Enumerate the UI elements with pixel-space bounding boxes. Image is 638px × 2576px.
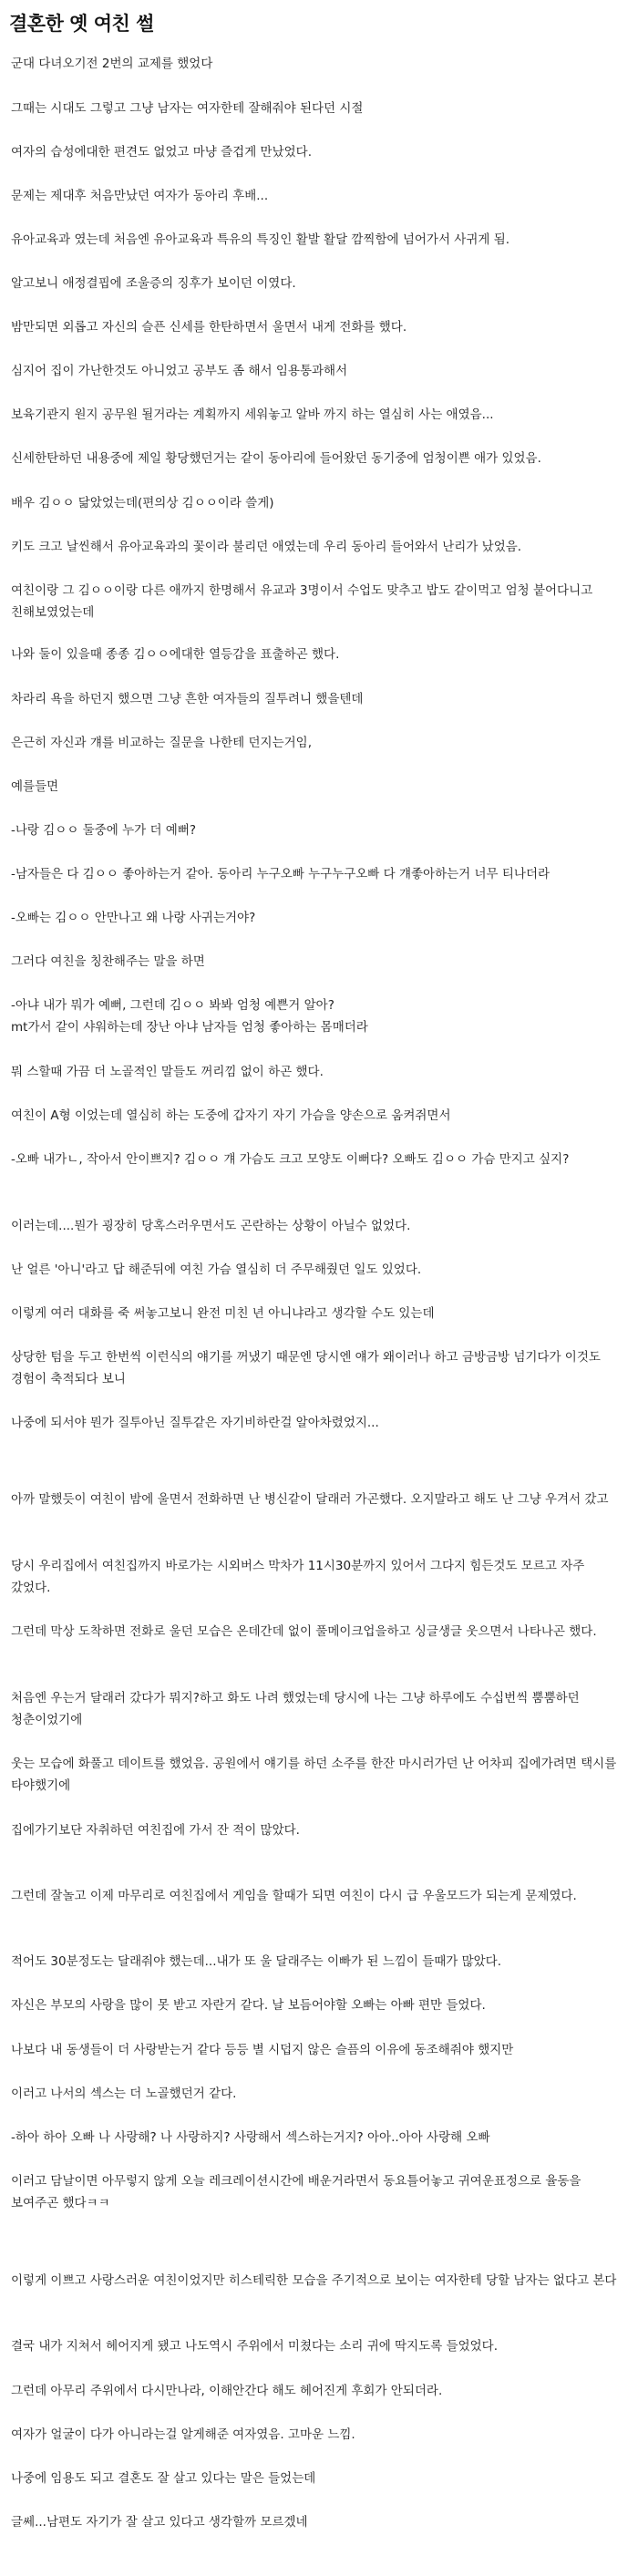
paragraph: 그런데 잘놀고 이제 마무리로 여친집에서 게임을 할때가 되면 여친이 다시 급 우울모드가 되는게 문제였다. (11, 1889, 577, 1903)
paragraph: 이렇게 이쁘고 사랑스러운 여친이었지만 히스테릭한 모습을 주기적으로 보이는 여자한테 당할 남자는 없다고 본다 (11, 2273, 617, 2288)
paragraph: 신세한탄하던 내용중에 제일 황당했던거는 같이 동아리에 들어왔던 동기중에 엄청이쁜 애가 있었음. (11, 451, 541, 466)
paragraph: 심지어 집이 가난한것도 아니었고 공부도 좀 해서 임용통과해서 (11, 364, 348, 378)
paragraph: 그런데 아무리 주위에서 다시만나라, 이해안간다 해도 헤어진게 후회가 안되더라. (11, 2384, 443, 2398)
paragraph: 은근히 자신과 걔를 비교하는 질문을 나한테 던지는거임, (11, 736, 312, 750)
paragraph: 이러고 나서의 섹스는 더 노골했던거 같다. (11, 2087, 237, 2101)
paragraph: -오빠는 김ㅇㅇ 안만나고 왜 나랑 사귀는거야? (11, 911, 256, 925)
paragraph: 적어도 30분정도는 달래줘야 했는데...내가 또 울 달래주는 이빠가 된 느낌이 들때가 많았다. (11, 1954, 501, 1969)
paragraph: 난 얼른 '아니'라고 답 해준뒤에 여친 가슴 열심히 더 주무해줬던 일도 있었다. (11, 1262, 422, 1277)
paragraph: 유아교육과 였는데 처음엔 유아교육과 특유의 특징인 활발 활달 깜찍함에 넘어가서 사귀게 됨. (11, 232, 510, 247)
paragraph: 집에가기보단 자취하던 여친집에 가서 잔 적이 많았다. (11, 1823, 300, 1838)
paragraph: 그때는 시대도 그렇고 그냥 남자는 여자한테 잘해줘야 된다던 시절 (11, 101, 364, 116)
paragraph: 나중에 임용도 되고 결혼도 잘 살고 있다는 말은 들었는데 (11, 2471, 316, 2486)
paragraph: 글쎄...남편도 자기가 잘 살고 있다고 생각할까 모르겠네 (11, 2515, 308, 2530)
paragraph: -하아 하아 오빠 나 사랑해? 나 사랑하지? 사랑해서 섹스하는거지? 아아..아아 사랑해 오빠 (11, 2130, 490, 2145)
paragraph: 결국 내가 지쳐서 헤어지게 됐고 나도역시 주위에서 미쳤다는 소리 귀에 딱지도록 들었었다. (11, 2339, 499, 2354)
paragraph: 나와 둘이 있을때 종종 김ㅇㅇ에대한 열등감을 표출하곤 했다. (11, 647, 340, 662)
paragraph: 웃는 모습에 화풀고 데이트를 했었음. 공원에서 얘기를 하던 소주를 한잔 마시러가던 난 어차피 집에가려면 택시를 타야했기에 (11, 1757, 617, 1793)
paragraph: 여자가 얼굴이 다가 아니라는걸 알게해준 여자였음. 고마운 느낌. (11, 2427, 355, 2442)
post-title: 결혼한 옛 여친 썰 (9, 13, 154, 35)
paragraph: -오빠 내가ㄴ, 작아서 안이쁘지? 김ㅇㅇ 걔 가슴도 크고 모양도 이뻐다? 오빠도 김ㅇㅇ 가슴 만지고 싶지? (11, 1152, 570, 1167)
paragraph: 나보다 내 동생들이 더 사랑받는거 같다 등등 별 시덥지 않은 슬픔의 이유에 동조해줘야 했지만 (11, 2043, 514, 2057)
paragraph: 알고보니 애정결핍에 조울증의 징후가 보이던 이였다. (11, 276, 296, 291)
paragraph: 여자의 습성에대한 편견도 없었고 마냥 즐겁게 만났었다. (11, 145, 312, 160)
paragraph: -나랑 김ㅇㅇ 둘중에 누가 더 예뻐? (11, 823, 197, 838)
paragraph: 나중에 되서야 뭔가 질투아닌 질투같은 자기비하란걸 알아차렸었지... (11, 1416, 379, 1430)
paragraph: 밤만되면 외롭고 자신의 슬픈 신세를 한탄하면서 울면서 내게 전화를 했다. (11, 320, 407, 335)
paragraph: 차라리 욕을 하던지 했으면 그냥 흔한 여자들의 질투려니 했을텐데 (11, 692, 364, 706)
paragraph: 여친이 A형 이었는데 열심히 하는 도중에 갑자기 자기 가슴을 양손으로 움켜쥐면서 (11, 1108, 451, 1123)
paragraph: 이렇게 여러 대화를 죽 써놓고보니 완전 미친 년 아니냐라고 생각할 수도 있는데 (11, 1306, 435, 1321)
paragraph: 자신은 부모의 사랑을 많이 못 받고 자란거 같다. 날 보듬어야할 오빠는 아빠 편만 들었다. (11, 1998, 486, 2013)
paragraph: 문제는 제대후 처음만났던 여자가 동아리 후배... (11, 189, 269, 203)
paragraph: 그러다 여친을 칭찬해주는 말을 하면 (11, 954, 205, 969)
paragraph: 뭐 스할때 가끔 더 노골적인 말들도 꺼리낌 없이 하곤 했다. (11, 1065, 324, 1079)
paragraph: 여친이랑 그 김ㅇㅇ이랑 다른 애까지 한명해서 유교과 3명이서 수업도 맞추고 밥도 같이먹고 엄청 붙어다니고 친해보였었는데 (11, 583, 593, 620)
paragraph: 이러는데....뭔가 굉장히 당혹스러우면서도 곤란하는 상황이 아닐수 없었다. (11, 1219, 411, 1233)
paragraph: 보육기관지 원지 공무원 될거라는 계획까지 세워놓고 알바 까지 하는 열심히 사는 애였음... (11, 407, 494, 422)
paragraph: 키도 크고 날씬해서 유아교육과의 꽃이라 불리던 애였는데 우리 동아리 들어와서 난리가 났었음. (11, 540, 522, 554)
paragraph: 이러고 담날이면 아무렇지 않게 오늘 레크레이션시간에 배운거라면서 동요틀어놓고 귀여운표정으로 율동을 보여주곤 했다ㅋㅋ (11, 2174, 581, 2210)
paragraph: 처음엔 우는거 달래러 갔다가 뭐지?하고 화도 나려 했었는데 당시에 나는 그냥 하루에도 수십번씩 뿜뿜하던 청춘이었기에 (11, 1691, 580, 1727)
paragraph: 예를들면 (11, 779, 59, 794)
paragraph: 군대 다녀오기전 2번의 교제를 했었다 (11, 57, 213, 71)
paragraph: -아냐 내가 뭐가 예뻐, 그런데 김ㅇㅇ 봐봐 엄청 예쁜거 알아? mt가서 같이 샤워하는데 장난 아냐 남자들 엄청 좋아하는 몸매더라 (11, 998, 368, 1035)
paragraph: 상당한 텀을 두고 한번씩 이런식의 얘기를 꺼냈기 때문엔 당시엔 얘가 왜이러나 하고 금방금방 넘기다가 이것도 경험이 축적되다 보니 (11, 1350, 601, 1386)
paragraph: 그런데 막상 도착하면 전화로 울던 모습은 온데간데 없이 풀메이크업을하고 싱글생글 웃으면서 나타나곤 했다. (11, 1624, 597, 1639)
paragraph: 아까 말했듯이 여친이 밤에 울면서 전화하면 난 병신같이 달래러 가곤했다. 오지말라고 해도 난 그냥 우겨서 갔고 (11, 1492, 609, 1507)
paragraph: 당시 우리집에서 여친집까지 바로가는 시외버스 막차가 11시30분까지 있어서 그다지 힘든것도 모르고 자주 갔었다. (11, 1559, 585, 1595)
paragraph: 배우 김ㅇㅇ 닮았었는데(편의상 김ㅇㅇ이라 쓸게) (11, 496, 274, 510)
paragraph: -남자들은 다 김ㅇㅇ 좋아하는거 같아. 동아리 누구오빠 누구누구오빠 다 걔좋아하는거 너무 티나더라 (11, 867, 551, 881)
